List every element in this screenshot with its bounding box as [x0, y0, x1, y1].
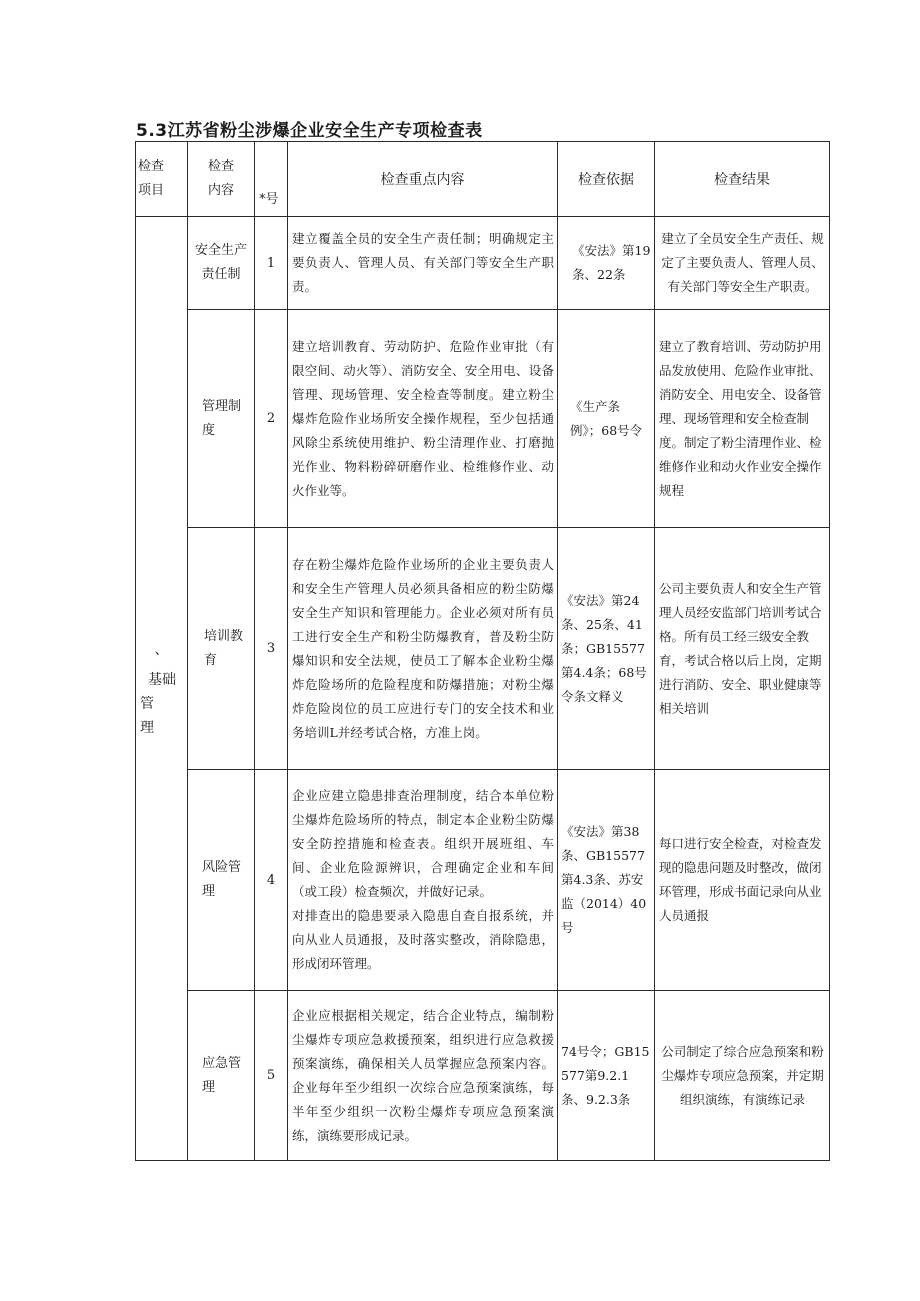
table-row	[136, 310, 830, 528]
key-points-cell: 建立培训教育、劳动防护、危险作业审批（有限空间、动火等）、消防安全、安全用电、设备管理、现场管理、安全检查等制度。建立粉尘爆炸危险作业场所安全操作规程，至少包括通风除尘系统使用维护、粉尘清理作业、打磨抛光作业、物料粉碎研磨作业、检维修作业、动火作业等。	[288, 310, 558, 528]
basis-cell: 《安法》第24条、25条、41条；GB15577第4.4条；68号令条文释义	[558, 528, 655, 770]
key-points-cell: 存在粉尘爆炸危险作业场所的企业主要负责人和安全生产管理人员必须具备相应的粉尘防爆安全生产知识和管理能力。企业必须对所有员工进行安全生产和粉尘防爆教育，普及粉尘防爆知识和安全法规，使员工了解本企业粉尘爆炸危险场所的危险程度和防爆措施；对粉尘爆炸危险岗位的员工应进行专门的安全技术和业务培训L并经考试合格，方准上岗。	[288, 528, 558, 770]
table-row	[136, 217, 830, 310]
sub-item: 管理制度	[188, 310, 255, 528]
key-points-cell: 企业应根据相关规定，结合企业特点，编制粉尘爆炸专项应急救援预案，组织进行应急救援预案演练，确保相关人员掌握应急预案内容。企业每年至少组织一次综合应急预案演练，每半年至少组织一次粉尘爆炸专项应急预案演练，演练要形成记录。	[288, 991, 558, 1161]
key-points-cell: 建立覆盖全员的安全生产责任制；明确规定主要负责人、管理人员、有关部门等安全生产职责。	[288, 217, 558, 310]
header-check-item: 检查 项目	[136, 142, 188, 217]
row-number: 2	[255, 310, 288, 528]
result-cell: 建立了全员安全生产责任、规定了主要负责人、管理人员、有关部门等安全生产职责。	[655, 217, 830, 310]
header-number: *号	[255, 142, 288, 217]
key-points-cell	[288, 770, 558, 991]
inspection-table	[135, 141, 830, 1161]
page-title: 5.3江苏省粉尘涉爆企业安全生产专项检查表	[136, 121, 483, 141]
table-row	[136, 528, 830, 770]
key-points-paragraph: 对排查出的隐患要录入隐患自查自报系统，并向从业人员通报，及时落实整改，消除隐患，形成闭环管理。	[292, 908, 554, 971]
result-cell: 公司主要负责人和安全生产管理人员经安监部门培训考试合格。所有员工经三级安全教育，考试合格以后上岗，定期进行消防、安全、职业健康等相关培训	[655, 528, 830, 770]
basis-cell: 《安法》第19条、22条	[558, 217, 655, 310]
sub-item: 风险管理	[188, 770, 255, 991]
result-cell: 建立了教育培训、劳动防护用品发放使用、危险作业审批、消防安全、用电安全、设备管理、现场管理和安全检查制度。制定了粉尘清理作业、检维修作业和动火作业安全操作规程	[655, 310, 830, 528]
basis-cell: 《安法》第38条、GB15577第4.3条、苏安监（2014）40号	[558, 770, 655, 991]
header-basis: 检查依据	[558, 142, 655, 217]
table-row	[136, 770, 830, 991]
result-cell: 公司制定了综合应急预案和粉尘爆炸专项应急预案，并定期组织演练，有演练记录	[655, 991, 830, 1161]
sub-item: 安全生产责任制	[188, 217, 255, 310]
header-key-points: 检查重点内容	[288, 142, 558, 217]
sub-item: 应急管理	[188, 991, 255, 1161]
basis-cell: 74号令；GB15577第9.2.1条、9.2.3条	[558, 991, 655, 1161]
row-number: 4	[255, 770, 288, 991]
key-points-paragraph: 企业应建立隐患排查治理制度，结合本单位粉尘爆炸危险场所的特点，制定本企业粉尘防爆安全防控措施和检查表。组织开展班组、车间、企业危险源辨识，合理确定企业和车间（或工段）检查频次，并做好记录。	[292, 788, 554, 899]
row-number: 1	[255, 217, 288, 310]
category-basic-management: 、 基础 管 理	[136, 217, 188, 1161]
header-result: 检查结果	[655, 142, 830, 217]
row-number: 5	[255, 991, 288, 1161]
table-row	[136, 991, 830, 1161]
sub-item: 培训教育	[188, 528, 255, 770]
row-number: 3	[255, 528, 288, 770]
result-cell: 每口进行安全检查，对检查发现的隐患问题及时整改，做闭环管理，形成书面记录向从业人员通报	[655, 770, 830, 991]
table-header-row	[136, 142, 830, 217]
header-check-content: 检查 内容	[188, 142, 255, 217]
basis-cell: 《生产条例》；68号令	[558, 310, 655, 528]
